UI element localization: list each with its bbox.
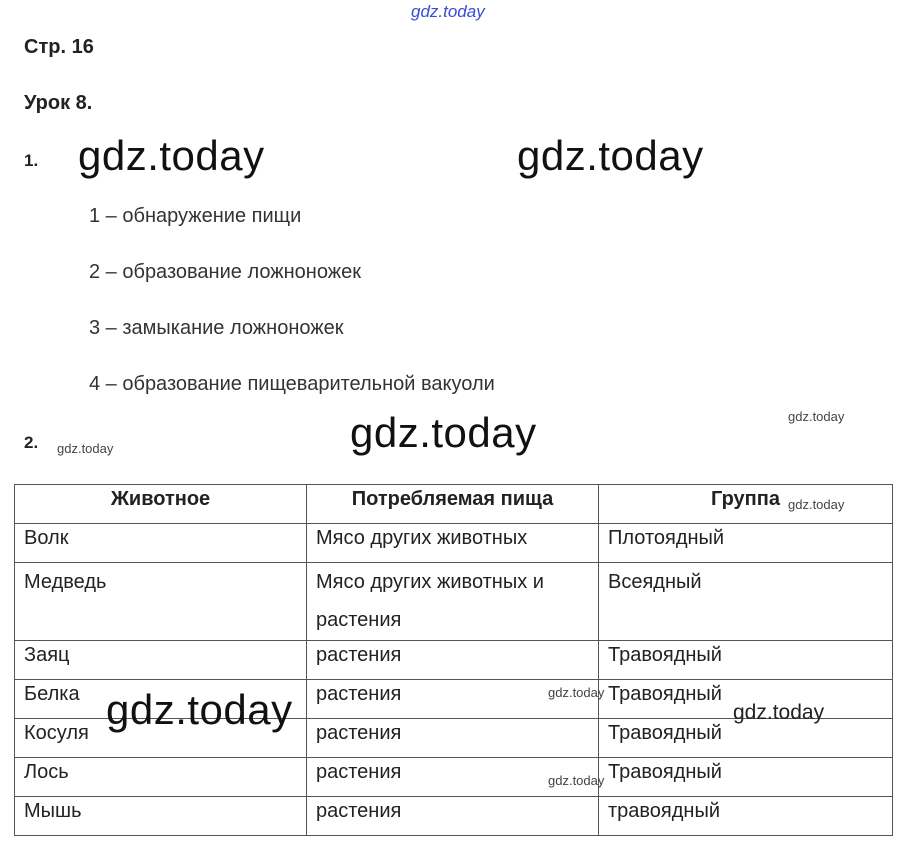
cell-group: Плотоядный xyxy=(599,524,893,563)
task2-number: 2. xyxy=(24,433,39,452)
cell-group: Травоядный xyxy=(599,680,893,719)
table-row xyxy=(15,524,893,563)
lesson-title: Урок 8. xyxy=(24,92,93,114)
watermark-small-5: gdz.today xyxy=(548,773,605,788)
cell-food: растения xyxy=(307,797,599,836)
watermark-small-3: gdz.today xyxy=(788,497,845,512)
cell-animal: Лось xyxy=(15,758,307,797)
table-header-row xyxy=(15,485,893,524)
table-row xyxy=(15,563,893,641)
task1-item-1: 1 – обнаружение пищи xyxy=(89,205,302,227)
cell-food: растения xyxy=(307,758,599,797)
cell-group: Травоядный xyxy=(599,719,893,758)
watermark-large-1: gdz.today xyxy=(78,132,265,179)
cell-food: растения xyxy=(307,680,599,719)
cell-animal: Волк xyxy=(15,524,307,563)
header-group-label: Группа xyxy=(711,488,780,510)
table-row xyxy=(15,641,893,680)
cell-group: Травоядный xyxy=(599,641,893,680)
cell-animal: Мышь xyxy=(15,797,307,836)
cell-animal: Заяц xyxy=(15,641,307,680)
task1-number: 1. xyxy=(24,151,39,170)
table-row xyxy=(15,758,893,797)
page-label: Стр. 16 xyxy=(24,36,94,58)
cell-food: растения xyxy=(307,641,599,680)
watermark-small-1: gdz.today xyxy=(788,409,845,424)
food-table xyxy=(14,484,893,836)
header-group xyxy=(599,485,893,524)
watermark-large-3: gdz.today xyxy=(350,409,537,456)
cell-group: Всеядный xyxy=(599,563,893,641)
watermark-small-2: gdz.today xyxy=(57,441,114,456)
watermark-large-2: gdz.today xyxy=(517,132,704,179)
watermark-small-4: gdz.today xyxy=(548,685,605,700)
watermark-large-4: gdz.today xyxy=(106,686,293,733)
cell-animal: Белка xyxy=(15,680,307,719)
watermark-medium-1: gdz.today xyxy=(733,701,825,724)
header-food: Потребляемая пища xyxy=(307,485,599,524)
task1-item-4: 4 – образование пищеварительной вакуоли xyxy=(89,373,495,395)
cell-group: Травоядный xyxy=(599,758,893,797)
task1-item-2: 2 – образование ложноножек xyxy=(89,261,361,283)
cell-food: Мясо других животных xyxy=(307,524,599,563)
cell-group: травоядный xyxy=(599,797,893,836)
cell-animal: Медведь xyxy=(15,563,307,641)
header-animal: Животное xyxy=(15,485,307,524)
cell-food: растения xyxy=(307,719,599,758)
cell-food: Мясо других животных и растения xyxy=(307,563,599,641)
table-row xyxy=(15,797,893,836)
watermark-top: gdz.today xyxy=(411,2,485,21)
task1-item-3: 3 – замыкание ложноножек xyxy=(89,317,344,339)
cell-animal: Косуля xyxy=(15,719,307,758)
